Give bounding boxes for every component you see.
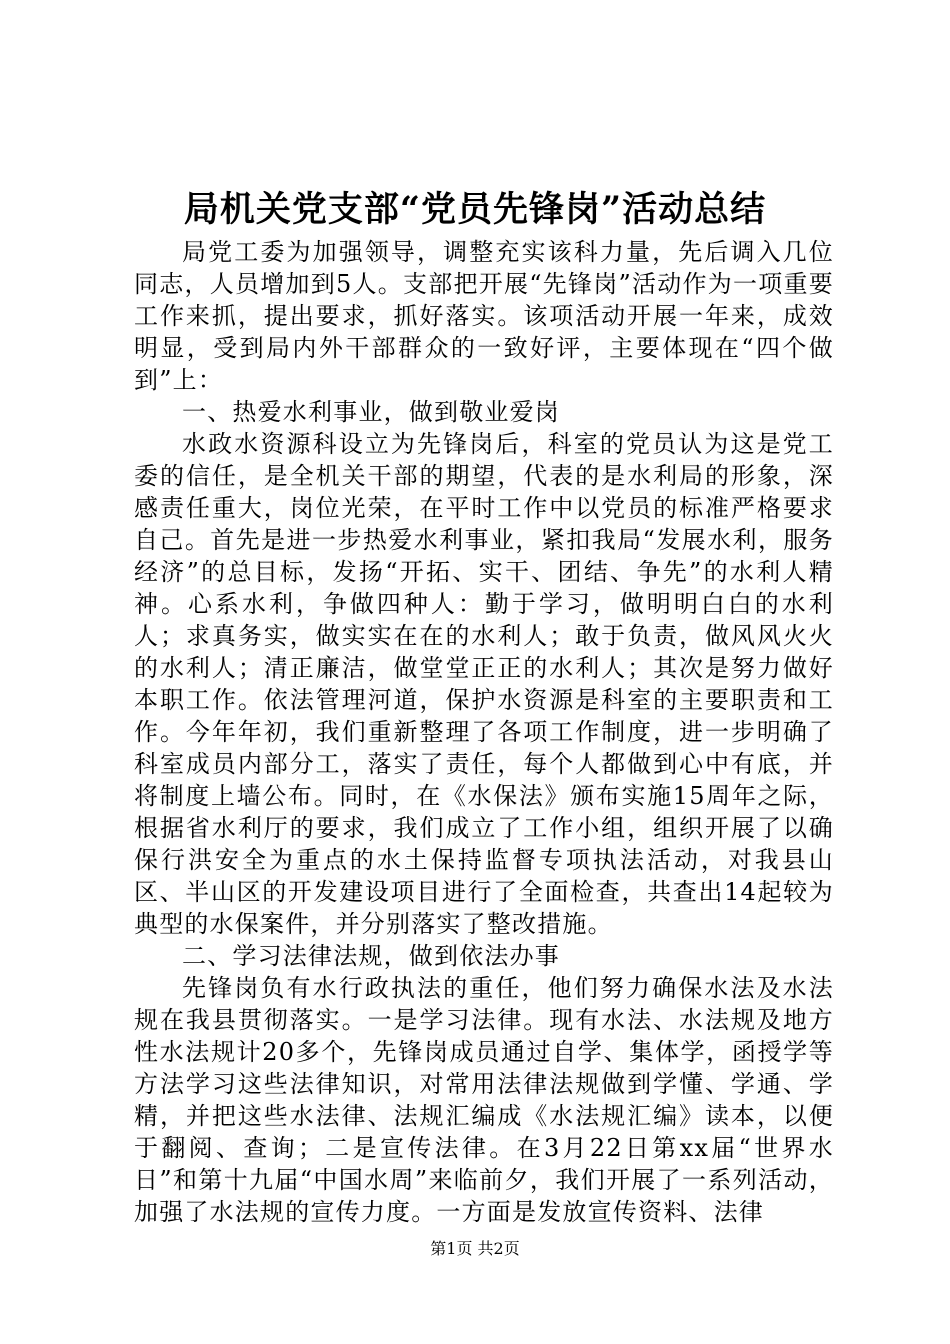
paragraph-section-2: 先锋岗负有水行政执法的重任，他们努力确保水法及水法规在我县贯彻落实。一是学习法律。现有水法、水法规及地方性水法规计20多个，先锋岗成员通过自学、集体学，函授学等方法学习这些法律知识，对常用法律法规做到学懂、学通、学精，并把这些水法律、法规汇编成《水法规汇编》读本，以便于翻阅、查询；二是宣传法律。在3月22日第xx届“世界水日”和第十九届“中国水周”来临前夕，我们开展了一系列活动，加强了水法规的宣传力度。一方面是发放宣传资料、法律 xyxy=(134,974,834,1226)
paragraph-section-1: 水政水资源科设立为先锋岗后，科室的党员认为这是党工委的信任，是全机关干部的期望，代表的是水利局的形象，深感责任重大，岗位光荣，在平时工作中以党员的标准严格要求自己。首先是进一步热爱水利事业，紧扣我局“发展水利，服务经济”的总目标，发扬“开拓、实干、团结、争先”的水利人精神。心系水利，争做四种人：勤于学习，做明明白白的水利人；求真务实，做实实在在的水利人；敢于负责，做风风火火的水利人；清正廉洁，做堂堂正正的水利人；其次是努力做好本职工作。依法管理河道，保护水资源是科室的主要职责和工作。今年年初，我们重新整理了各项工作制度，进一步明确了科室成员内部分工，落实了责任，每个人都做到心中有底，并将制度上墙公布。同时，在《水保法》颁布实施15周年之际，根据省水利厅的要求，我们成立了工作小组，组织开展了以确保行洪安全为重点的水土保持监督专项执法活动，对我县山区、半山区的开发建设项目进行了全面检查，共查出14起较为典型的水保案件，并分别落实了整改措施。 xyxy=(134,430,834,938)
document-title: 局机关党支部“党员先锋岗”活动总结 xyxy=(183,189,767,230)
paragraph-intro: 局党工委为加强领导，调整充实该科力量，先后调入几位同志，人员增加到5人。支部把开展“先锋岗”活动作为一项重要工作来抓，提出要求，抓好落实。该项活动开展一年来，成效明显，受到局内外干部群众的一致好评，主要体现在“四个做到”上： xyxy=(134,238,834,394)
section-heading-1: 一、热爱水利事业，做到敬业爱岗 xyxy=(182,398,560,426)
section-heading-2: 二、学习法律法规，做到依法办事 xyxy=(182,942,560,970)
page-footer: 第1页 共2页 xyxy=(430,1239,520,1258)
document-body xyxy=(134,236,834,1228)
